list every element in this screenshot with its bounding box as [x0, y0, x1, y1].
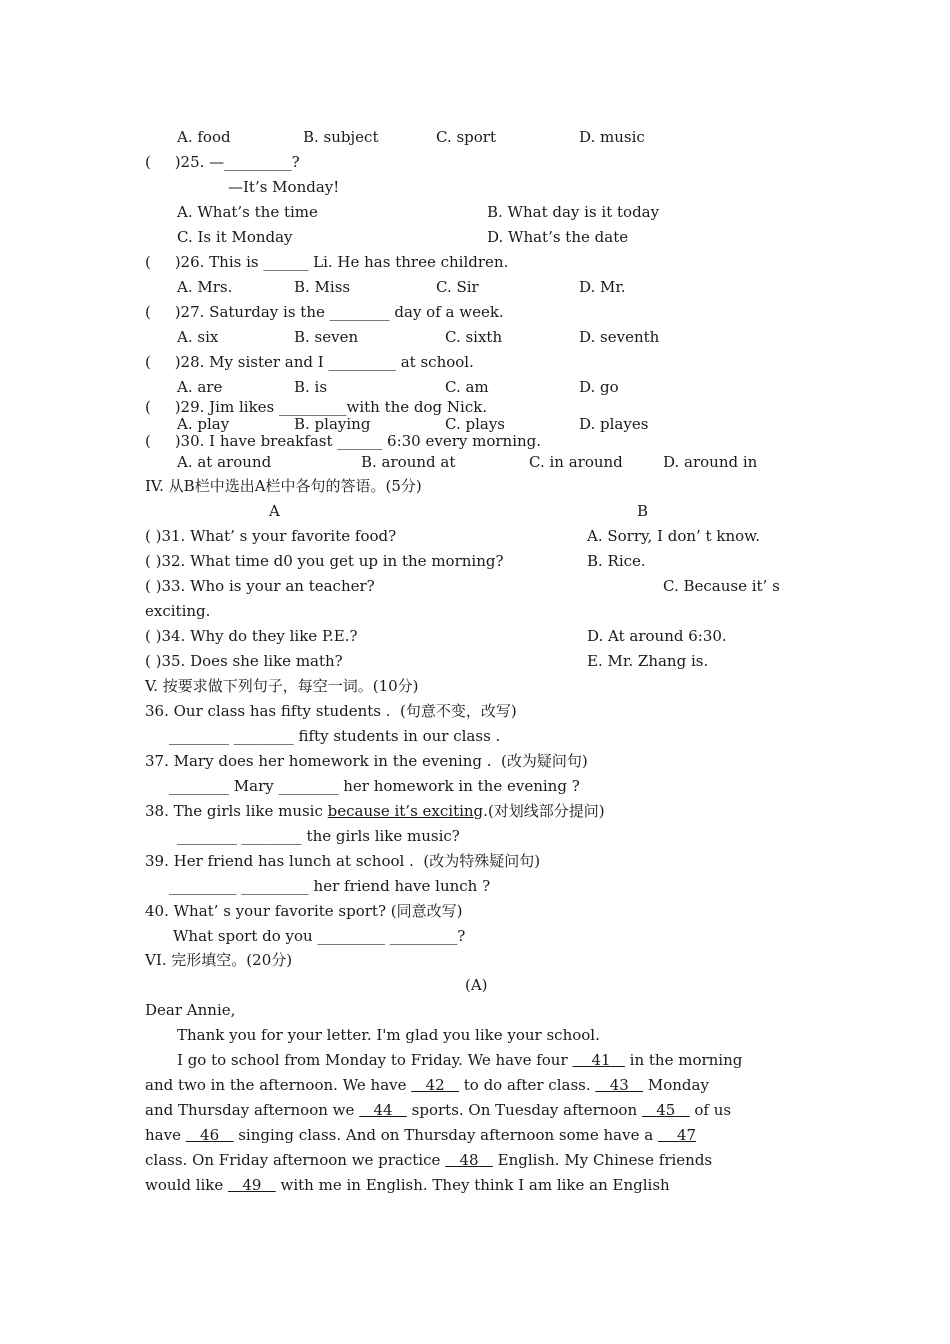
letter-line-3: and two in the afternoon. We have 42 to do after class. 43 Monday	[145, 1076, 709, 1094]
q27-option-b: B. seven	[294, 328, 359, 346]
q27-stem: ( )27. Saturday is the ________ day of a week.	[145, 303, 504, 321]
q30-option-d: D. around in	[663, 453, 758, 471]
letter-line-1: Thank you for your letter. I'm glad you like your school.	[177, 1026, 600, 1044]
q28-option-b: B. is	[294, 378, 328, 396]
q29-option-d: D. playes	[579, 415, 649, 433]
q26-option-d: D. Mr.	[579, 278, 626, 296]
q27-option-d: D. seventh	[579, 328, 660, 346]
question-39: 39. Her friend has lunch at school . (改为特殊疑问句)	[145, 852, 541, 870]
q25-option-b: B. What day is it today	[487, 203, 660, 221]
q25-option-a: A. What’s the time	[177, 203, 318, 221]
blank-46: 46	[200, 1126, 220, 1144]
q24-option-a: A. food	[177, 128, 231, 146]
answer-40: What sport do you _________ _________?	[173, 927, 466, 945]
q25-reply: —It’s Monday!	[228, 178, 340, 196]
blank-41: 41	[591, 1051, 611, 1069]
match-answer-d: D. At around 6:30.	[587, 627, 727, 645]
q25-stem: ( )25. —_________?	[145, 153, 300, 171]
section-6-title: VI. 完形填空。(20分)	[145, 951, 293, 969]
q28-option-a: A. are	[177, 378, 223, 396]
letter-line-2: I go to school from Monday to Friday. We have four 41 in the morning	[177, 1051, 743, 1069]
q29-stem: ( )29. Jim likes _________with the dog Nick.	[145, 398, 488, 416]
q25-option-d: D. What’s the date	[487, 228, 629, 246]
match-question-33: ( )33. Who is your an teacher?	[145, 577, 375, 595]
q24-option-c: C. sport	[436, 128, 497, 146]
q28-option-c: C. am	[445, 378, 489, 396]
blank-42: 42	[425, 1076, 445, 1094]
question-38-underlined: because it’s exciting	[327, 802, 484, 820]
match-question-34: ( )34. Why do they like P.E.?	[145, 627, 358, 645]
passage-label: (A)	[465, 976, 488, 994]
match-answer-c: C. Because it’ s	[663, 577, 780, 595]
q29-option-c: C. plays	[445, 415, 505, 433]
match-answer-b: B. Rice.	[587, 552, 646, 570]
q30-option-c: C. in around	[529, 453, 623, 471]
question-38-pre: 38. The girls like music	[145, 802, 328, 820]
answer-38: ________ ________ the girls like music?	[177, 827, 460, 845]
q24-option-d: D. music	[579, 128, 645, 146]
q27-option-c: C. sixth	[445, 328, 503, 346]
q26-option-c: C. Sir	[436, 278, 479, 296]
q28-option-d: D. go	[579, 378, 619, 396]
q25-option-c: C. Is it Monday	[177, 228, 293, 246]
column-a-heading: A	[269, 502, 280, 520]
letter-line-4: and Thursday afternoon we 44 sports. On Tuesday afternoon 45 of us	[145, 1101, 732, 1119]
q28-stem: ( )28. My sister and I _________ at school.	[145, 353, 474, 371]
letter-line-7: would like 49 with me in English. They think I am like an English	[145, 1176, 670, 1194]
match-question-32: ( )32. What time d0 you get up in the morning?	[145, 552, 504, 570]
blank-47: 47	[677, 1126, 697, 1144]
blank-44: 44	[373, 1101, 393, 1119]
letter-greeting: Dear Annie,	[145, 1001, 236, 1019]
answer-37: ________ Mary ________ her homework in the evening ?	[169, 777, 580, 795]
section-5-title: V. 按要求做下列句子，每空一词。(10分)	[145, 677, 419, 695]
section-4-title: IV. 从B栏中选出A栏中各句的答语。(5分)	[145, 477, 422, 495]
letter-line-6: class. On Friday afternoon we practice 48 English. My Chinese friends	[145, 1151, 713, 1169]
blank-45: 45	[656, 1101, 676, 1119]
match-question-31: ( )31. What’ s your favorite food?	[145, 527, 397, 545]
question-37: 37. Mary does her homework in the evening . (改为疑问句)	[145, 752, 588, 770]
question-38	[145, 802, 605, 820]
q26-stem: ( )26. This is ______ Li. He has three children.	[145, 253, 509, 271]
q26-option-b: B. Miss	[294, 278, 351, 296]
q29-option-b: B. playing	[294, 415, 371, 433]
question-38-post: .(对划线部分提问)	[483, 802, 605, 820]
q29-option-a: A. play	[177, 415, 230, 433]
q26-option-a: A. Mrs.	[177, 278, 233, 296]
match-answer-e: E. Mr. Zhang is.	[587, 652, 709, 670]
q30-stem: ( )30. I have breakfast ______ 6:30 every morning.	[145, 432, 542, 450]
q30-option-a: A. at around	[177, 453, 272, 471]
answer-36: ________ ________ fifty students in our class .	[169, 727, 501, 745]
answer-39: _________ _________ her friend have lunch ?	[169, 877, 491, 895]
match-question-35: ( )35. Does she like math?	[145, 652, 343, 670]
letter-line-5: have 46 singing class. And on Thursday afternoon some have a 47	[145, 1126, 697, 1144]
blank-43: 43	[609, 1076, 629, 1094]
q24-option-b: B. subject	[303, 128, 379, 146]
question-40: 40. What’ s your favorite sport? (同意改写)	[145, 902, 463, 920]
column-b-heading: B	[637, 502, 649, 520]
blank-48: 48	[459, 1151, 479, 1169]
match-answer-c-wrap: exciting.	[145, 602, 211, 620]
q27-option-a: A. six	[177, 328, 219, 346]
blank-49: 49	[242, 1176, 262, 1194]
q30-option-b: B. around at	[361, 453, 456, 471]
question-36: 36. Our class has fifty students . (句意不变，改写)	[145, 702, 517, 720]
match-answer-a: A. Sorry, I don’ t know.	[587, 527, 760, 545]
